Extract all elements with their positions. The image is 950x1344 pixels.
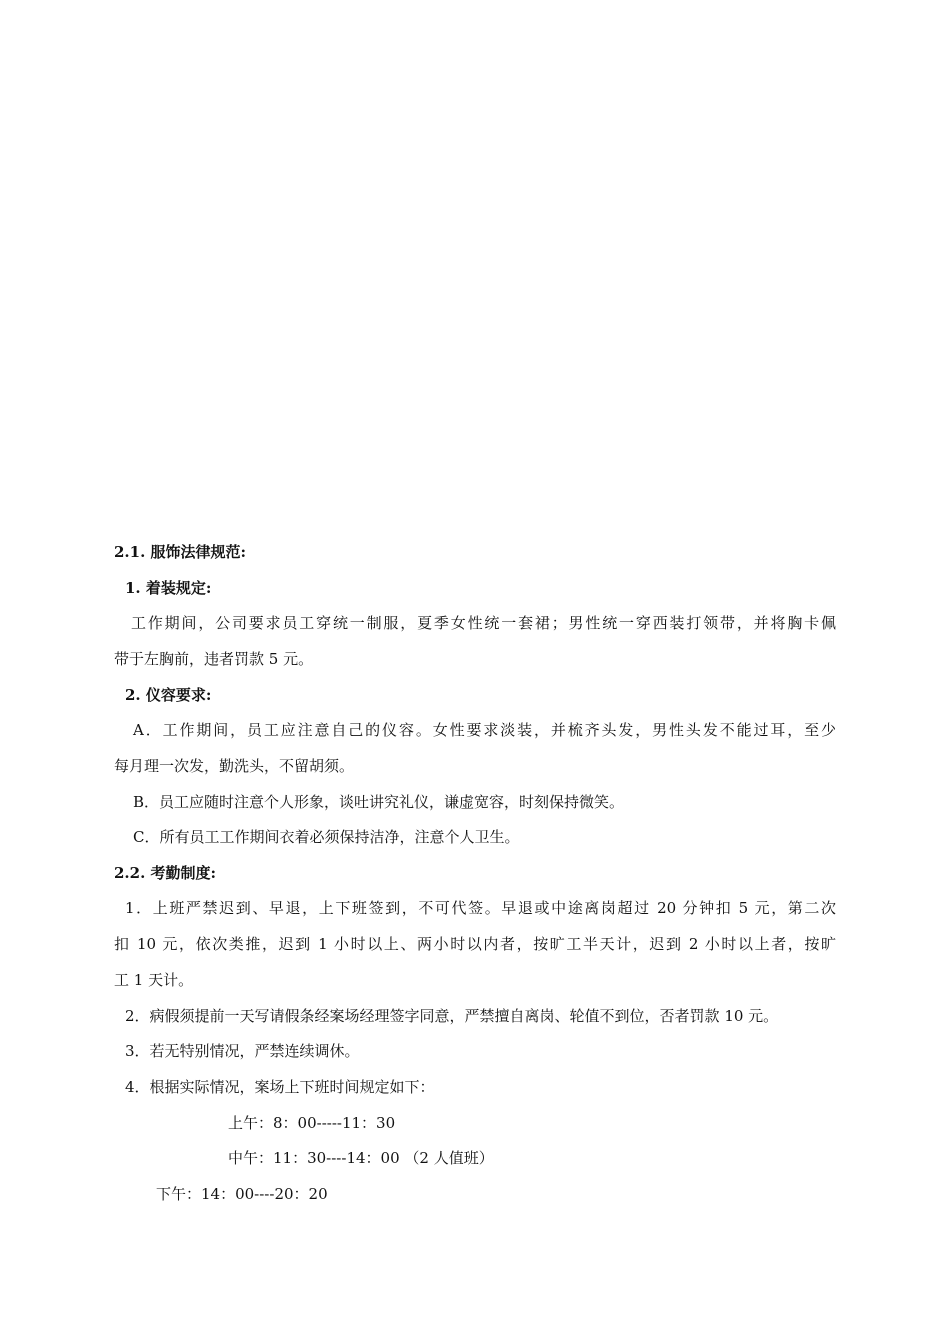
paragraph-appearance-c: C．所有员工工作期间衣着必须保持洁净，注意个人卫生。 [133,828,520,846]
attendance-item-2: 2．病假须提前一天写请假条经案场经理签字同意，严禁擅自离岗、轮值不到位，否者罚款 10 元。 [125,1007,779,1025]
paragraph-appearance-a-line-1: A．工作期间，员工应注意自己的仪容。女性要求淡装，并梳齐头发，男性头发不能过耳，至少 [133,721,836,739]
section-heading-2-1: 2.1. 服饰法律规范: [114,543,247,561]
attendance-item-3: 3．若无特别情况，严禁连续调休。 [125,1042,360,1060]
attendance-item-4: 4．根据实际情况，案场上下班时间规定如下： [125,1078,435,1096]
attendance-item-1-line-3: 工 1 天计。 [114,971,194,989]
paragraph-dress-code-line-1: 工作期间，公司要求员工穿统一制服，夏季女性统一套裙；男性统一穿西装打领带，并将胸卡佩 [131,614,836,632]
paragraph-dress-code-line-2: 带于左胸前，违者罚款 5 元。 [114,650,314,668]
section-heading-2-2: 2.2. 考勤制度: [114,864,217,882]
schedule-morning: 上午：8：00-----11：30 [228,1114,396,1132]
attendance-item-1-line-1: 1．上班严禁迟到、早退，上下班签到，不可代签。早退或中途离岗超过 20 分钟扣 5 元，第二次 [125,899,836,917]
subheading-dress-code: 1. 着装规定: [125,579,212,597]
attendance-item-1-line-2: 扣 10 元，依次类推，迟到 1 小时以上、两小时以内者，按旷工半天计，迟到 2 小时以上者，按旷 [114,935,836,953]
paragraph-appearance-a-line-2: 每月理一次发，勤洗头，不留胡须。 [114,757,355,775]
paragraph-appearance-b: B．员工应随时注意个人形象，谈吐讲究礼仪，谦虚宽容，时刻保持微笑。 [133,793,625,811]
subheading-appearance: 2. 仪容要求: [125,686,212,704]
schedule-noon: 中午：11：30----14：00 （2 人值班） [228,1149,494,1167]
schedule-afternoon: 下午：14：00----20：20 [156,1185,328,1203]
